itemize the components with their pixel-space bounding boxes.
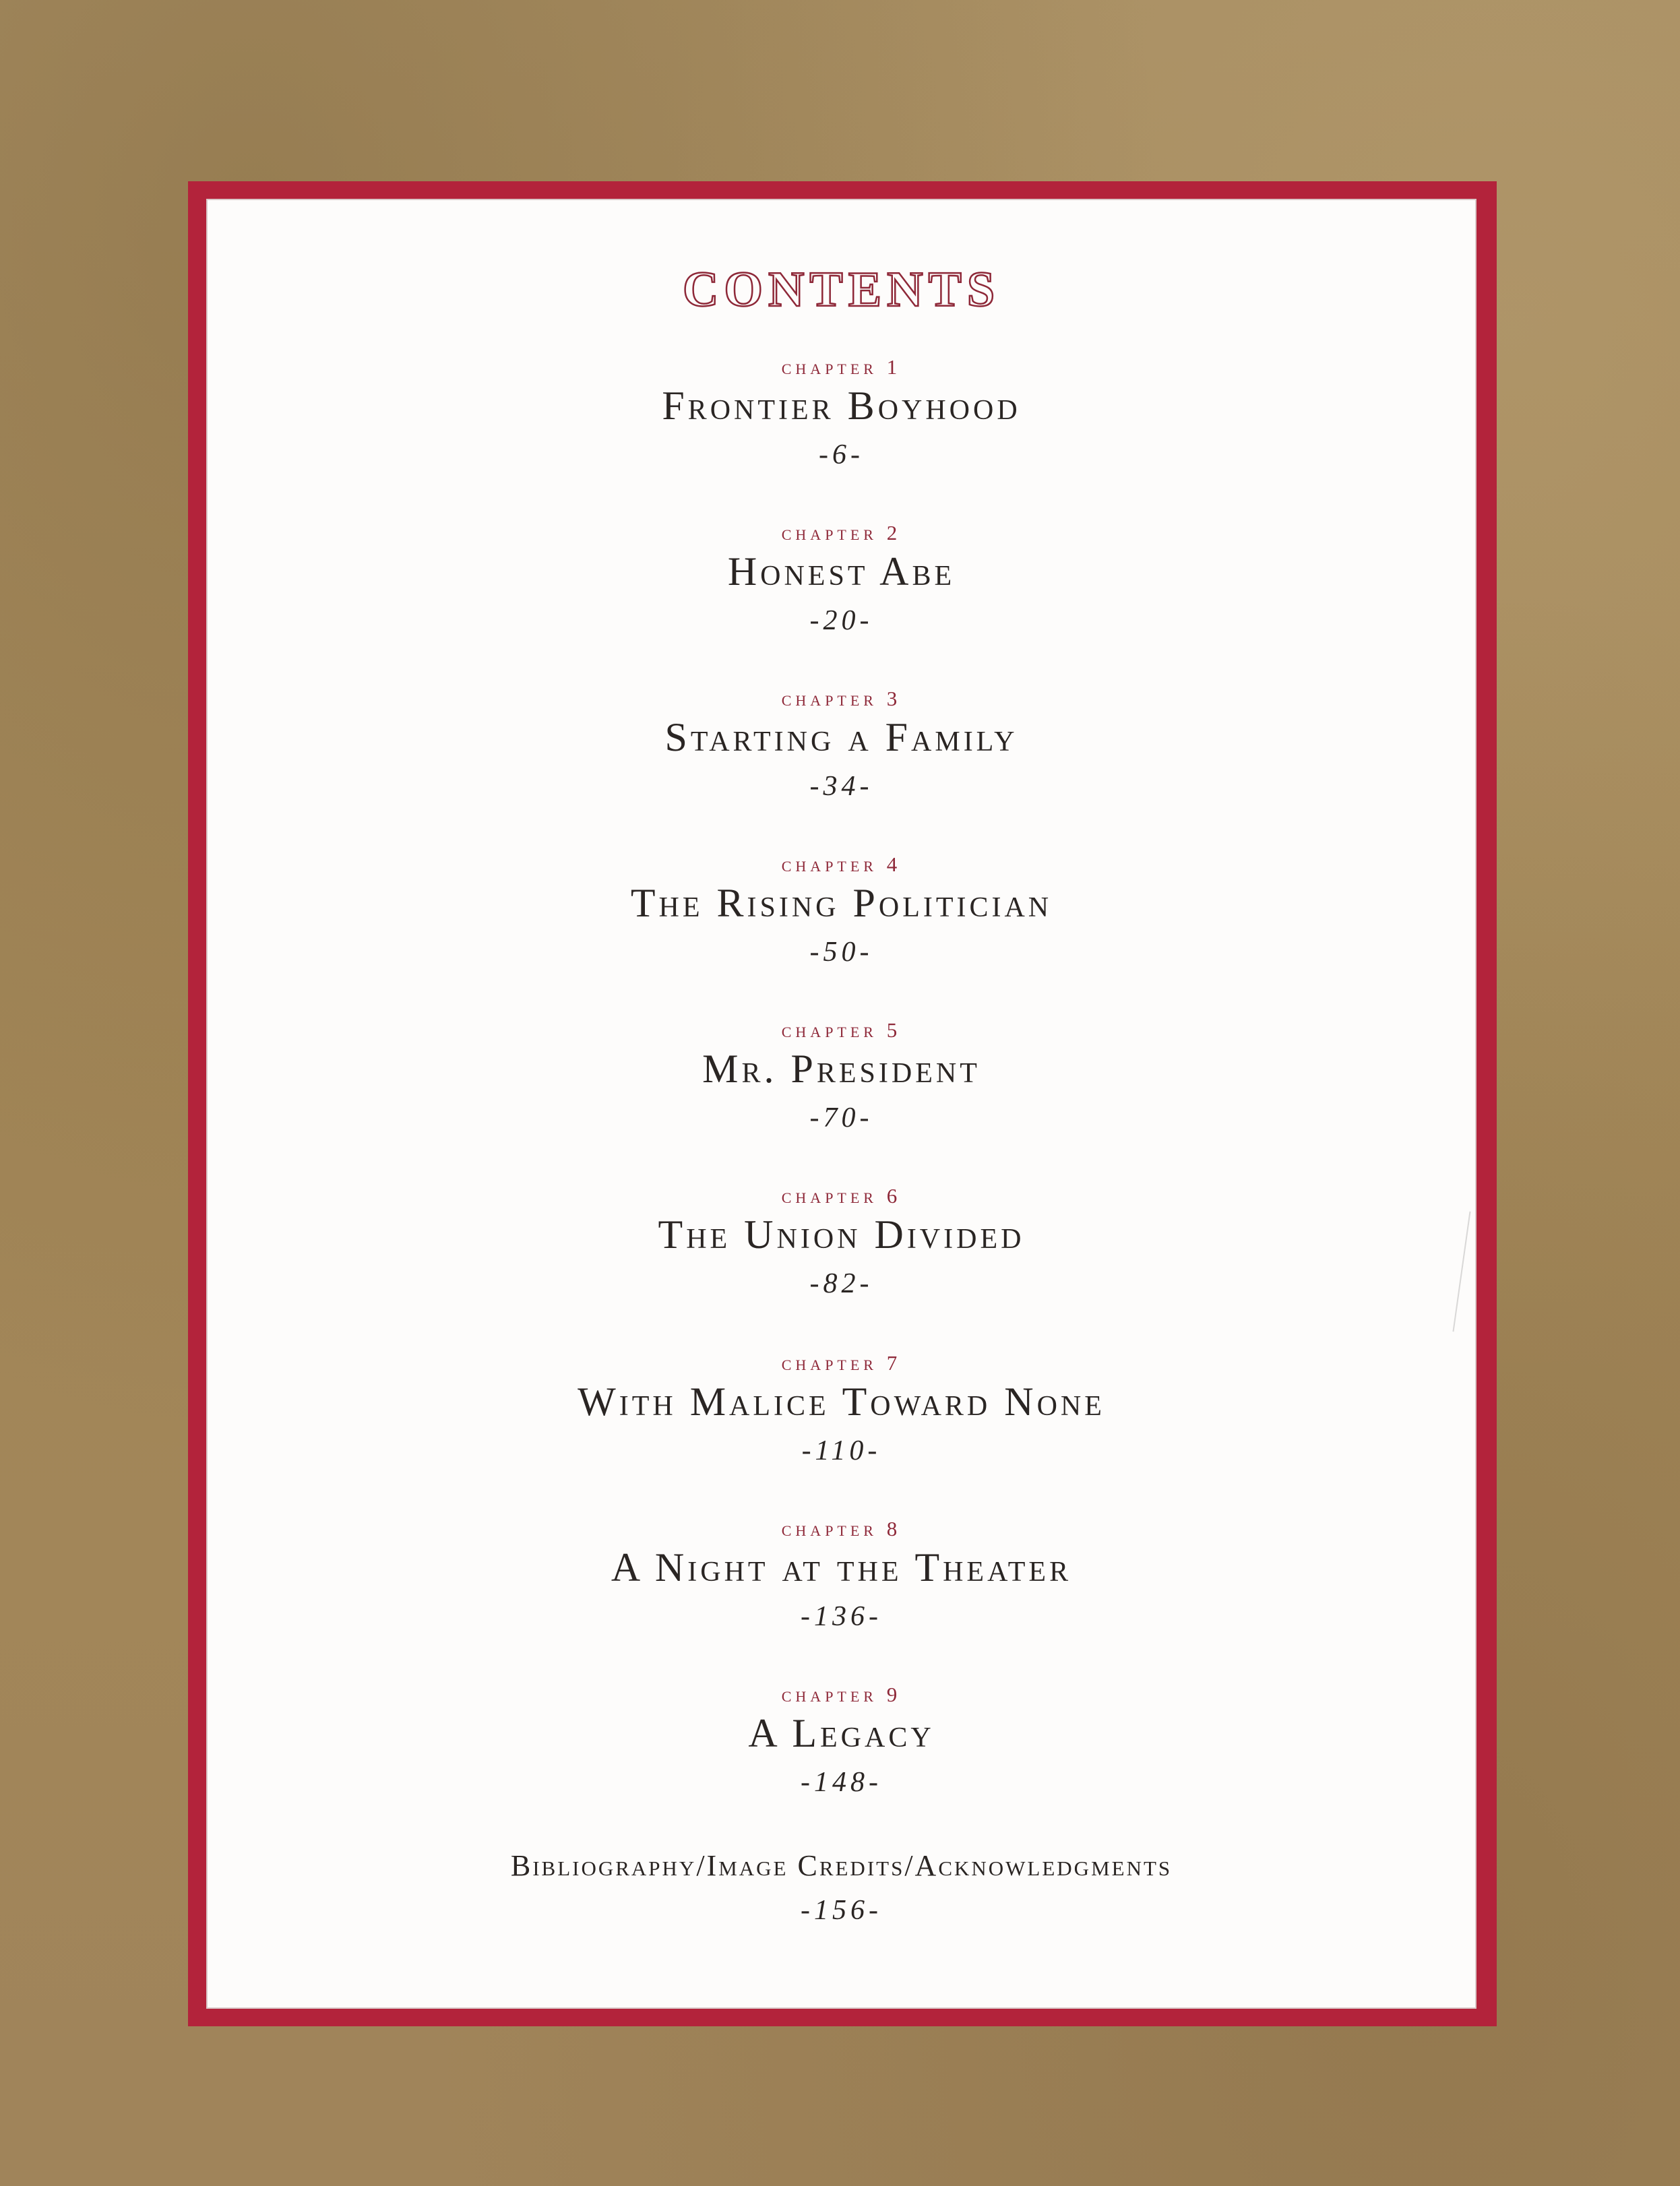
backmatter-title: Bibliography/Image Credits/Acknowledgments <box>510 1849 1173 1882</box>
page-number: -6- <box>819 439 864 470</box>
chapter-label: chapter 1 <box>781 355 902 379</box>
toc-entry-chapter-1[interactable] <box>208 354 1475 475</box>
chapter-label: chapter 7 <box>781 1351 902 1375</box>
page-number: -156- <box>801 1895 882 1926</box>
page-number: -110- <box>801 1435 881 1466</box>
toc-entry-backmatter[interactable] <box>208 1847 1475 1931</box>
toc-entry-chapter-6[interactable] <box>208 1183 1475 1304</box>
chapter-title: A Legacy <box>748 1711 935 1755</box>
chapter-title: The Union Divided <box>658 1212 1025 1257</box>
chapter-title: Frontier Boyhood <box>662 383 1021 428</box>
toc-entry-chapter-3[interactable] <box>208 685 1475 807</box>
contents-panel <box>206 199 1476 2009</box>
contents-title: CONTENTS <box>682 262 1001 317</box>
chapter-title: Starting a Family <box>664 715 1018 759</box>
page-number: -70- <box>809 1102 873 1133</box>
toc-entry-chapter-8[interactable] <box>208 1516 1475 1637</box>
page-number: -50- <box>809 937 873 968</box>
chapter-label: chapter 9 <box>781 1683 902 1706</box>
toc-entry-chapter-5[interactable] <box>208 1017 1475 1138</box>
chapter-label: chapter 5 <box>781 1018 902 1042</box>
chapter-title: The Rising Politician <box>630 881 1053 925</box>
page-number: -20- <box>809 605 873 636</box>
page-number: -82- <box>809 1268 873 1299</box>
page-number: -148- <box>801 1767 882 1798</box>
chapter-title: Mr. President <box>702 1047 981 1091</box>
chapter-label: chapter 8 <box>781 1517 902 1540</box>
chapter-title: Honest Abe <box>727 549 956 594</box>
chapter-label: chapter 2 <box>781 521 902 544</box>
chapter-label: chapter 4 <box>781 852 902 876</box>
chapter-label: chapter 3 <box>781 687 902 710</box>
chapter-title: With Malice Toward None <box>578 1379 1105 1424</box>
toc-entry-chapter-4[interactable] <box>208 851 1475 972</box>
chapter-label: chapter 6 <box>781 1184 902 1208</box>
page-number: -136- <box>801 1601 882 1632</box>
red-frame <box>188 181 1497 2026</box>
page-number: -34- <box>809 771 873 802</box>
toc-entry-chapter-2[interactable] <box>208 520 1475 641</box>
toc-entry-chapter-7[interactable] <box>208 1350 1475 1471</box>
toc-entry-chapter-9[interactable] <box>208 1681 1475 1803</box>
chapter-title: A Night at the Theater <box>611 1545 1072 1590</box>
